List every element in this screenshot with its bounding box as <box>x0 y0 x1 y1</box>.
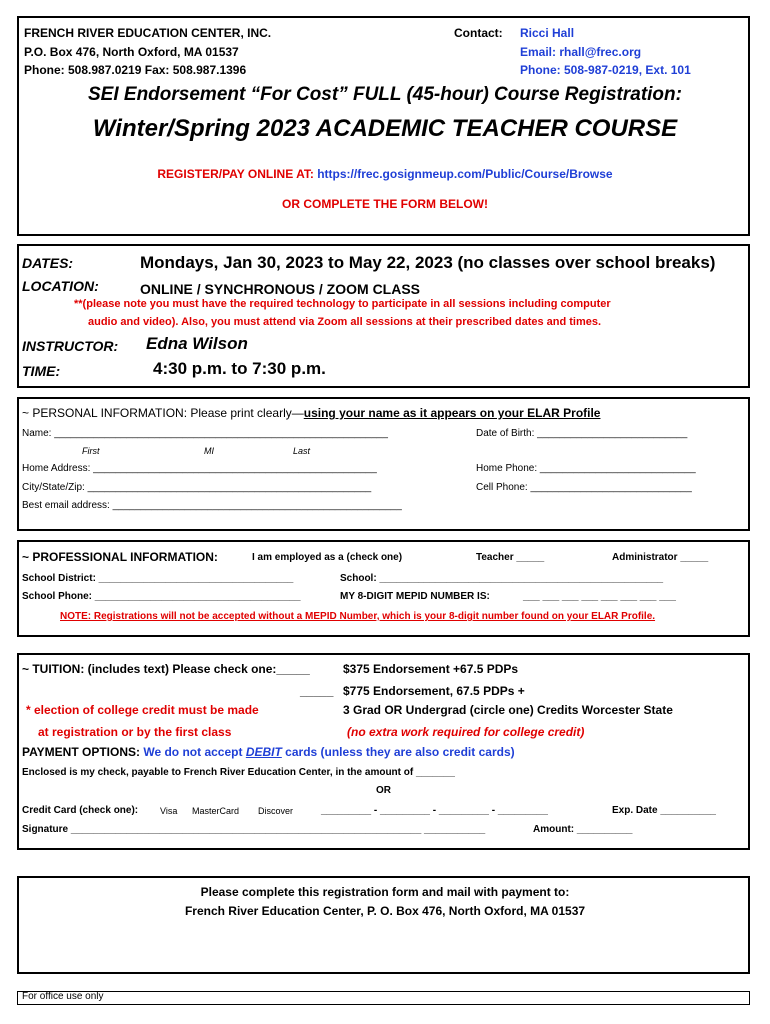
contact-phone: Phone: 508-987-0219, Ext. 101 <box>520 63 691 77</box>
mail-instruction-1: Please complete this registration form and mail with payment to: <box>200 885 570 899</box>
check-amount-field[interactable]: Enclosed is my check, payable to French River Education Center, in the amount of _______ <box>22 767 455 778</box>
discover-option[interactable]: Discover <box>258 806 294 816</box>
instructor-value: Edna Wilson <box>146 334 248 353</box>
home-address-field[interactable]: Home Address: ___________________________________________________ <box>22 463 377 474</box>
technology-note-1: **(please note you must have the required technology to participate in all sessions including computer <box>74 298 611 310</box>
cell-phone-field[interactable]: Cell Phone: _____________________________ <box>476 482 692 493</box>
teacher-option[interactable]: Teacher _____ <box>476 552 545 563</box>
credit-election-note-2: at registration or by the first class <box>38 725 232 739</box>
administrator-option[interactable]: Administrator _____ <box>612 552 709 563</box>
dates-label: DATES: <box>22 255 74 271</box>
visa-option[interactable]: Visa <box>160 806 178 816</box>
personal-heading-underlined: using your name as it appears on your ELAR Profile <box>303 406 601 420</box>
tuition-heading[interactable]: ~ TUITION: (includes text) Please check one:_____ <box>22 662 310 676</box>
location-value: ONLINE / SYNCHRONOUS / ZOOM CLASS <box>140 281 421 297</box>
payment-options-line <box>22 745 515 759</box>
office-use-label: For office use only <box>22 991 104 1002</box>
credit-card-label: Credit Card (check one): <box>22 805 139 816</box>
time-value: 4:30 p.m. to 7:30 p.m. <box>153 359 326 378</box>
payment-pre: We do not accept <box>143 745 243 759</box>
employment-label: I am employed as a (check one) <box>252 552 403 563</box>
course-subtitle: Winter/Spring 2023 ACADEMIC TEACHER COURSE <box>92 115 678 142</box>
signature-field[interactable]: Signature _______________________________________________________________ ___________ <box>22 824 486 835</box>
or-complete-form: OR COMPLETE THE FORM BELOW! <box>282 197 488 211</box>
dob-field[interactable]: Date of Birth: ___________________________ <box>476 428 688 439</box>
tuition-credit-line: 3 Grad OR Undergrad (circle one) Credits Worcester State <box>343 703 673 717</box>
name-last-caption: Last <box>293 446 311 456</box>
technology-note-2: audio and video). Also, you must attend via Zoom all sessions at their prescribed dates and times. <box>88 316 602 328</box>
city-state-zip-field[interactable]: City/State/Zip: ___________________________________________________ <box>22 482 372 493</box>
card-number-field[interactable]: _________ - _________ - _________ - _________ <box>321 805 548 816</box>
tuition-option-775-checkbox[interactable]: _____ <box>300 684 334 698</box>
office-use-box <box>17 991 750 1005</box>
payment-debit: DEBIT <box>245 745 282 759</box>
tuition-option-375: $375 Endorsement +67.5 PDPs <box>343 662 519 676</box>
contact-label: Contact: <box>454 26 503 40</box>
payment-options-label: PAYMENT OPTIONS: <box>22 745 141 759</box>
email-field[interactable]: Best email address: ____________________________________________________ <box>22 500 402 511</box>
credit-election-note-1: * election of college credit must be made <box>26 703 259 717</box>
contact-name: Ricci Hall <box>520 26 575 40</box>
payment-post: cards (unless they are also credit cards) <box>285 745 515 759</box>
org-name: FRENCH RIVER EDUCATION CENTER, INC. <box>24 26 272 40</box>
amount-field[interactable]: Amount: __________ <box>533 824 633 835</box>
page-title: SEI Endorsement “For Cost” FULL (45-hour) Course Registration: <box>88 84 682 105</box>
home-phone-field[interactable]: Home Phone: ____________________________ <box>476 463 696 474</box>
professional-heading: ~ PROFESSIONAL INFORMATION: <box>22 550 218 564</box>
mail-instruction-2: French River Education Center, P. O. Box 476, North Oxford, MA 01537 <box>184 904 586 918</box>
exp-date-field[interactable]: Exp. Date __________ <box>612 805 716 816</box>
personal-heading-text: ~ PERSONAL INFORMATION: Please print clearly— <box>22 406 304 420</box>
name-field[interactable]: Name: ____________________________________________________________ <box>22 428 388 439</box>
name-first-caption: First <box>82 446 100 456</box>
instructor-label: INSTRUCTOR: <box>22 338 119 354</box>
personal-heading <box>22 406 600 420</box>
school-field[interactable]: School: ___________________________________________________ <box>340 573 664 584</box>
register-url-link[interactable]: https://frec.gosignmeup.com/Public/Course/Browse <box>317 167 613 181</box>
no-extra-work-note: (no extra work required for college credit) <box>347 725 585 739</box>
mepid-note: NOTE: Registrations will not be accepted without a MEPID Number, which is your 8-digit number found on your ELAR Profile. <box>60 611 656 622</box>
time-label: TIME: <box>22 363 61 379</box>
location-label: LOCATION: <box>22 278 99 294</box>
school-district-field[interactable]: School District: ___________________________________ <box>22 573 294 584</box>
or-separator: OR <box>376 785 391 796</box>
school-phone-field[interactable]: School Phone: _____________________________________ <box>22 591 301 602</box>
mepid-label: MY 8-DIGIT MEPID NUMBER IS: <box>340 591 490 602</box>
register-online-line <box>0 167 770 181</box>
mepid-field[interactable]: ___ ___ ___ ___ ___ ___ ___ ___ <box>523 591 676 602</box>
register-label: REGISTER/PAY ONLINE AT: <box>157 167 314 181</box>
mastercard-option[interactable]: MasterCard <box>192 806 240 816</box>
org-address: P.O. Box 476, North Oxford, MA 01537 <box>24 45 239 59</box>
contact-email[interactable]: Email: rhall@frec.org <box>520 45 642 59</box>
name-mi-caption: MI <box>204 446 214 456</box>
tuition-option-775: $775 Endorsement, 67.5 PDPs + <box>343 684 525 698</box>
dates-value: Mondays, Jan 30, 2023 to May 22, 2023 (no classes over school breaks) <box>140 253 716 272</box>
org-phone-fax: Phone: 508.987.0219 Fax: 508.987.1396 <box>24 63 247 77</box>
